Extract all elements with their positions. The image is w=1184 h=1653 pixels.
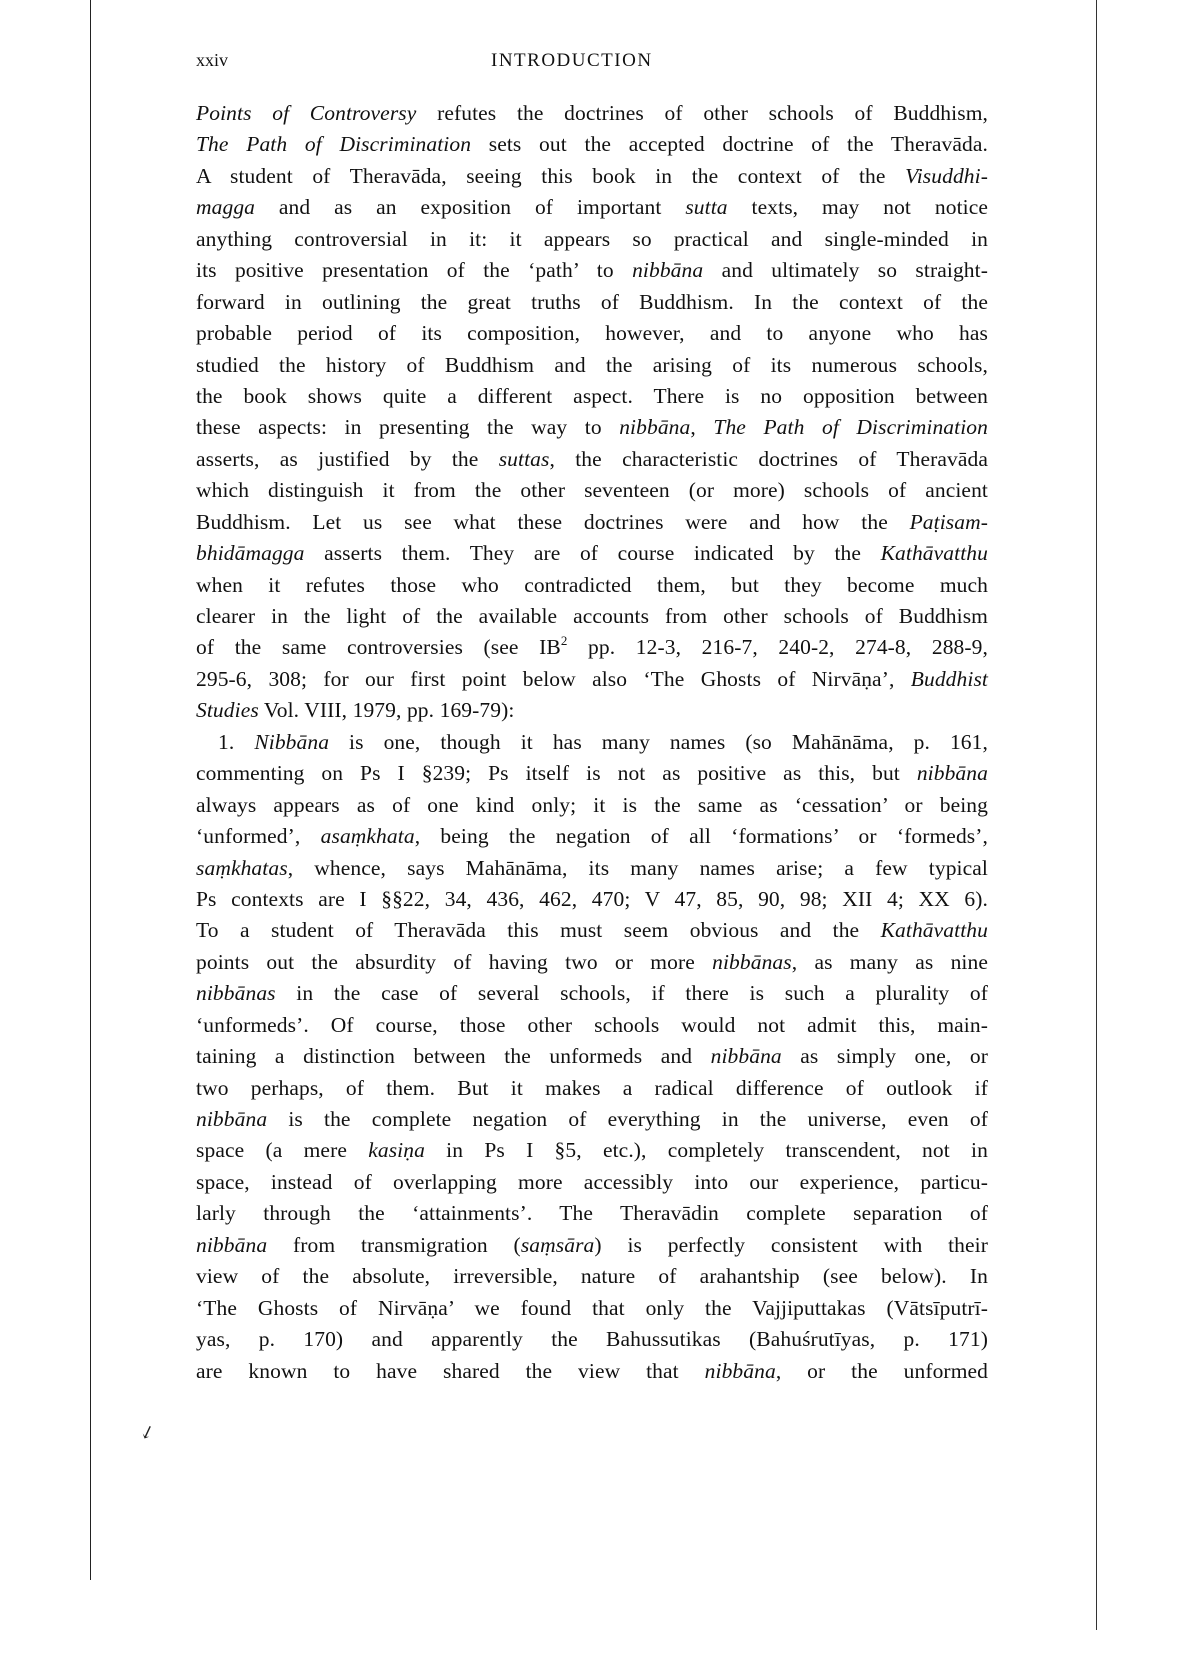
- text-run: refutes the doctrines of other schools of Buddhism,: [416, 101, 988, 125]
- italic-term: Kathāvatthu: [880, 541, 988, 566]
- italic-term: saṃsāra: [520, 1232, 595, 1257]
- text-run: 295-6, 308; for our first point below also ‘The Ghosts of Nirvāṇa’,: [196, 666, 911, 691]
- text-run: larly through the ‘attainments’. The Theravādin complete separation of: [196, 1201, 988, 1226]
- text-run: two perhaps, of them. But it makes a radical difference of outlook if: [196, 1075, 988, 1100]
- text-run: as simply one, or: [781, 1044, 988, 1069]
- text-run: of the same controversies (see IB: [196, 635, 561, 660]
- text-line: [196, 381, 988, 412]
- text-line: [196, 727, 988, 758]
- text-run: points out the absurdity of having two or more: [196, 949, 713, 974]
- chapter-title: INTRODUCTION: [491, 50, 653, 71]
- italic-term: nibbāna: [916, 761, 988, 786]
- text-run: always appears as of one kind only; it is the same as ‘cessation’ or being: [196, 792, 988, 817]
- text-line: [196, 853, 988, 884]
- text-line: [196, 601, 988, 632]
- text-run: anything controversial in it: it appears so practical and single-minded in: [196, 226, 988, 251]
- text-run: ‘unformed’,: [196, 824, 321, 849]
- text-line: [196, 978, 988, 1009]
- italic-term: magga: [196, 195, 256, 220]
- italic-term: The Path of Discrimination: [196, 132, 472, 157]
- text-run: is the complete negation of everything in the universe, even of: [267, 1107, 988, 1131]
- text-run: in Ps I §5, etc.), completely transcendent, not in: [424, 1138, 988, 1163]
- italic-term: Kathāvatthu: [880, 918, 988, 943]
- text-run: space (a mere: [196, 1138, 369, 1163]
- text-line: [196, 129, 988, 160]
- text-run: , the characteristic doctrines of Theravāda: [549, 446, 988, 471]
- text-line: [196, 664, 988, 695]
- text-line: [196, 507, 988, 538]
- italic-term: Studies: [196, 698, 259, 723]
- text-run: 1.: [218, 729, 255, 754]
- italic-term: nibbāna: [196, 1232, 268, 1257]
- text-line: [196, 1198, 988, 1229]
- italic-term: nibbānas: [712, 949, 792, 974]
- text-run: when it refutes those who contradicted them, but they become much: [196, 572, 988, 597]
- text-run: pp. 12-3, 216-7, 240-2, 274-8, 288-9,: [567, 635, 988, 660]
- text-line: [196, 287, 988, 318]
- text-line: [196, 915, 988, 946]
- page-number: xxiv: [196, 50, 229, 70]
- text-line: [196, 318, 988, 349]
- text-run: sets out the accepted doctrine of the Theravāda.: [471, 132, 988, 157]
- italic-term: kasiṇa: [368, 1138, 425, 1163]
- italic-term: nibbāna: [710, 1044, 782, 1069]
- body-text: [196, 98, 988, 1387]
- scan-page-edge-left: [90, 0, 91, 1580]
- text-run: probable period of its composition, however, and to anyone who has: [196, 321, 988, 346]
- text-line: [196, 1293, 988, 1324]
- text-line: [196, 1073, 988, 1104]
- text-run: Buddhism. Let us see what these doctrines were and how the: [196, 509, 910, 534]
- text-run: commenting on Ps I §239; Ps itself is not as positive as this, but: [196, 761, 917, 786]
- text-line: [196, 444, 988, 475]
- italic-term: bhidāmagga: [196, 541, 305, 566]
- text-run: yas, p. 170) and apparently the Bahussutikas (Bahuśrutīyas, p. 171): [196, 1327, 988, 1352]
- text-run: texts, may not notice: [727, 195, 988, 220]
- text-line: [196, 224, 988, 255]
- text-run: which distinguish it from the other seventeen (or more) schools of ancient: [196, 478, 988, 503]
- italic-term: Buddhist: [910, 666, 988, 691]
- text-run: is one, though it has many names (so Mahānāma, p. 161,: [329, 729, 988, 754]
- italic-term: suttas: [498, 446, 550, 471]
- italic-term: nibbānas: [196, 981, 276, 1006]
- superscript: 2: [560, 633, 568, 649]
- text-line: [196, 1167, 988, 1198]
- italic-term: saṃkhatas: [196, 855, 288, 880]
- text-run: studied the history of Buddhism and the arising of its numerous schools,: [196, 352, 988, 377]
- text-line: [196, 1324, 988, 1355]
- text-line: [196, 538, 988, 569]
- text-line: [196, 1230, 988, 1261]
- text-line: [196, 1261, 988, 1292]
- italic-term: nibbāna: [619, 415, 691, 440]
- text-line: [196, 758, 988, 789]
- text-run: ,: [690, 415, 714, 440]
- text-line: [196, 1010, 988, 1041]
- text-run: ‘unformeds’. Of course, those other schools would not admit this, main-: [196, 1012, 988, 1037]
- text-line: [196, 192, 988, 223]
- text-run: ‘The Ghosts of Nirvāṇa’ we found that only the Vajjiputtakas (Vātsīputrī-: [196, 1295, 988, 1320]
- margin-arrow-mark: ↙: [136, 1420, 158, 1445]
- text-run: the book shows quite a different aspect. There is no opposition between: [196, 383, 988, 408]
- text-run: its positive presentation of the ‘path’ to: [196, 258, 633, 283]
- text-line: [196, 695, 988, 726]
- text-run: in the case of several schools, if there is such a plurality of: [275, 981, 988, 1006]
- text-run: asserts, as justified by the: [196, 446, 499, 471]
- text-line: [196, 98, 988, 129]
- text-run: , whence, says Mahānāma, its many names arise; a few typical: [287, 855, 988, 880]
- italic-term: sutta: [685, 195, 728, 220]
- text-run: forward in outlining the great truths of Buddhism. In the context of the: [196, 289, 988, 314]
- text-run: are known to have shared the view that: [196, 1358, 705, 1383]
- text-line: [196, 632, 988, 663]
- text-run: ) is perfectly consistent with their: [594, 1232, 988, 1257]
- running-head: [196, 50, 996, 76]
- text-line: [196, 947, 988, 978]
- text-line: [196, 350, 988, 381]
- text-line: [196, 570, 988, 601]
- italic-term: Nibbāna: [254, 729, 330, 754]
- text-line: [196, 884, 988, 915]
- text-run: A student of Theravāda, seeing this book in the context of the: [196, 163, 906, 188]
- italic-term: Points of Controversy: [196, 101, 417, 125]
- scan-page-edge-right: [1096, 0, 1097, 1630]
- text-line: [196, 1356, 988, 1387]
- text-line: [196, 255, 988, 286]
- italic-term: nibbāna: [196, 1107, 268, 1131]
- text-run: space, instead of overlapping more accessibly into our experience, particu-: [196, 1169, 988, 1194]
- text-line: [196, 412, 988, 443]
- text-line: [196, 1135, 988, 1166]
- text-run: and ultimately so straight-: [703, 258, 988, 283]
- text-line: [196, 1104, 988, 1135]
- text-run: asserts them. They are of course indicated by the: [304, 541, 881, 566]
- text-line: [196, 1041, 988, 1072]
- text-run: clearer in the light of the available accounts from other schools of Buddhism: [196, 604, 988, 628]
- text-run: these aspects: in presenting the way to: [196, 415, 620, 440]
- text-run: , or the unformed: [775, 1358, 989, 1383]
- italic-term: The Path of Discrimination: [713, 415, 988, 440]
- italic-term: nibbāna: [704, 1358, 776, 1383]
- italic-term: nibbāna: [632, 258, 704, 283]
- text-line: [196, 475, 988, 506]
- text-run: , being the negation of all ‘formations’ or ‘formeds’,: [414, 824, 988, 849]
- italic-term: Visuddhi-: [905, 163, 988, 188]
- text-run: , as many as nine: [791, 949, 988, 974]
- text-line: [196, 161, 988, 192]
- text-run: view of the absolute, irreversible, nature of arahantship (see below). In: [196, 1264, 988, 1289]
- text-run: taining a distinction between the unformeds and: [196, 1044, 711, 1069]
- text-run: and as an exposition of important: [255, 195, 686, 220]
- italic-term: asaṃkhata: [320, 824, 415, 849]
- text-run: from transmigration (: [267, 1232, 521, 1257]
- text-run: Ps contexts are I §§22, 34, 436, 462, 470; V 47, 85, 90, 98; XII 4; XX 6).: [196, 886, 988, 911]
- italic-term: Paṭisam-: [909, 509, 988, 534]
- text-run: Vol. VIII, 1979, pp. 169-79):: [258, 698, 515, 723]
- text-line: [196, 790, 988, 821]
- text-run: To a student of Theravāda this must seem obvious and the: [196, 918, 881, 943]
- text-line: [196, 821, 988, 852]
